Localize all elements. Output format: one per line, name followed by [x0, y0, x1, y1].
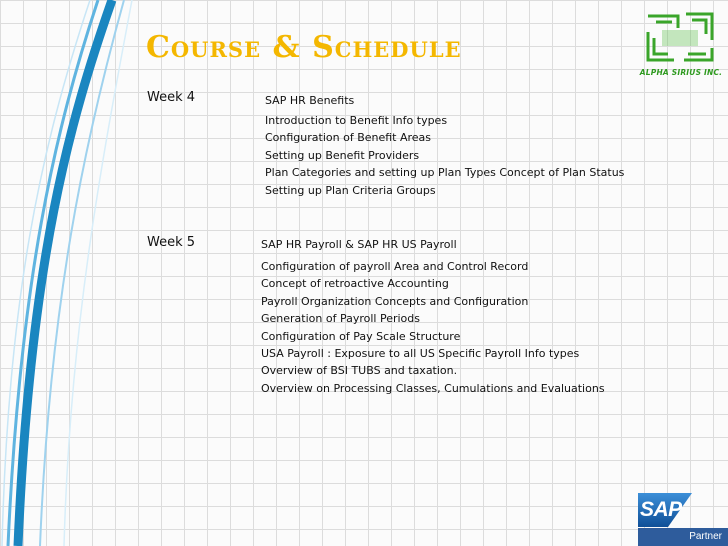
topic-item: Introduction to Benefit Info types: [265, 114, 448, 127]
week-label: Week 4: [147, 90, 196, 105]
topic-item: Configuration of Benefit Areas: [265, 131, 432, 145]
topic-item: Overview of BSI TUBS and taxation.: [261, 364, 458, 378]
course-title: SAP HR Payroll & SAP HR US Payroll: [261, 238, 457, 251]
topic-item: Concept of retroactive Accounting: [261, 277, 449, 291]
partner-label: Partner: [638, 528, 728, 546]
slide-title: Course & Schedule: [146, 30, 462, 65]
week-label: Week 5: [147, 235, 196, 250]
course-title: SAP HR Benefits: [265, 94, 355, 107]
sap-logo-text: SAP: [640, 498, 682, 521]
topic-item: Setting up Plan Criteria Groups: [265, 183, 436, 197]
topic-list: [265, 112, 624, 199]
topic-list: [261, 258, 605, 397]
topic-item: Payroll Organization Concepts and Configuration: [261, 294, 529, 308]
topic-item: Generation of Payroll Periods: [261, 312, 421, 326]
topic-item: Setting up Benefit Providers: [265, 148, 420, 162]
topic-item: Plan Categories and setting up Plan Types Concept of Plan Status: [265, 166, 625, 180]
topic-item: USA Payroll : Exposure to all US Specific Payroll Info types: [261, 347, 580, 361]
topic-item: Configuration of Pay Scale Structure: [261, 329, 461, 343]
company-logo-text: ALPHA SIRIUS INC.: [639, 68, 723, 77]
decorative-swoosh-lines: [0, 0, 140, 546]
sap-partner-badge: [638, 493, 728, 546]
topic-item: Overview on Processing Classes, Cumulations and Evaluations: [261, 381, 605, 395]
topic-item: Configuration of payroll Area and Control Record: [261, 260, 529, 273]
